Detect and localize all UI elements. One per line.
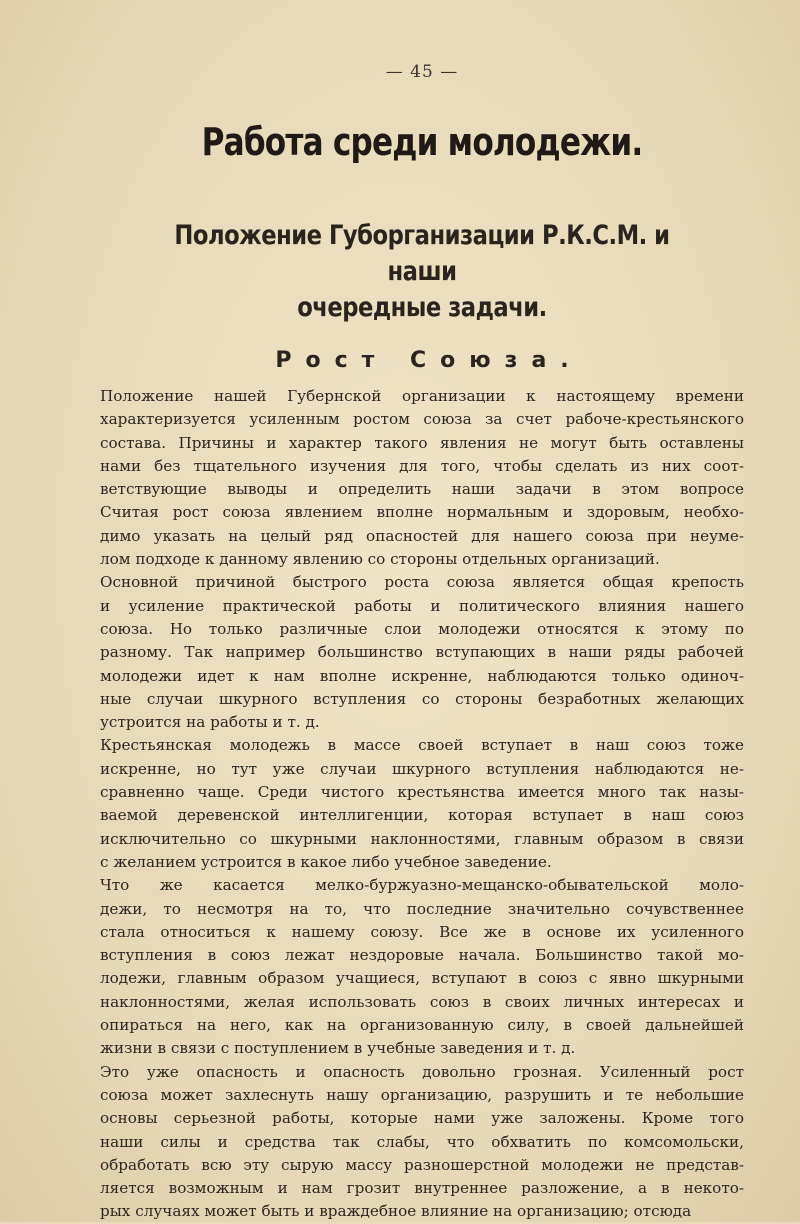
- section-heading: Рост Союза.: [275, 348, 583, 373]
- text-line: разному. Так например большинство вступающих в наши ряды рабочей: [100, 643, 744, 662]
- text-line: нами без тщательного изучения для того, чтобы сделать из них соот-: [100, 456, 744, 475]
- paragraph: [100, 385, 744, 571]
- subtitle-line: очередные задачи.: [297, 292, 547, 323]
- paragraph: [100, 571, 744, 734]
- text-line: ные случаи шкурного вступления со стороны безработных желающих: [100, 689, 744, 708]
- text-line: исключительно со шкурными наклонностями, главным образом в связи: [100, 829, 744, 848]
- text-line: обработать всю эту сырую массу разношерстной молодежи не представ-: [100, 1155, 744, 1174]
- text-line: дежи, то несмотря на то, что последние значительно сочувственнее: [100, 899, 744, 918]
- text-line: Крестьянская молодежь в массе своей вступает в наш союз тоже: [100, 736, 744, 755]
- text-line: Основной причиной быстрого роста союза является общая крепость: [100, 573, 744, 592]
- text-line: искренне, но тут уже случаи шкурного вступления наблюдаются не-: [100, 759, 744, 778]
- body-text: [100, 385, 744, 1224]
- text-line: молодежи идет к нам вполне искренне, наблюдаются только одиноч-: [100, 666, 744, 685]
- text-line: жизни в связи с поступлением в учебные заведения и т. д.: [100, 1039, 576, 1058]
- text-line: с желанием устроится в какое либо учебное заведение.: [100, 852, 552, 871]
- page-title: Работа среди молодежи.: [201, 120, 643, 164]
- text-line: димо указать на целый ряд опасностей для нашего союза при неуме-: [100, 526, 744, 545]
- text-line: вступления в союз лежат нездоровые начала. Большинство такой мо-: [100, 946, 744, 965]
- text-line: опираться на него, как на организованную силу, в своей дальнейшей: [100, 1016, 744, 1035]
- text-line: лом подходе к данному явлению со стороны отдельных организаций.: [100, 550, 660, 569]
- paragraph: [100, 874, 744, 1060]
- paragraph: [100, 734, 744, 874]
- text-line: и усиление практической работы и политического влияния нашего: [100, 596, 744, 615]
- text-line: Считая рост союза явлением вполне нормальным и здоровым, необхо-: [100, 503, 744, 522]
- text-line: рых случаях может быть и враждебное влияние на организацию; отсюда: [100, 1202, 692, 1221]
- text-line: союза. Но только различные слои молодежи относятся к этому по: [100, 619, 744, 638]
- subtitle: [152, 218, 693, 326]
- text-line: союза может захлеснуть нашу организацию, разрушить и те небольшие: [100, 1085, 744, 1104]
- page-number: — 45 —: [385, 62, 459, 82]
- text-line: лодежи, главным образом учащиеся, вступают в союз с явно шкурными: [100, 969, 744, 988]
- text-line: Что же касается мелко-буржуазно-мещанско-обывательской моло-: [100, 876, 744, 895]
- text-line: характеризуется усиленным ростом союза за счет рабоче-крестьянского: [100, 410, 744, 429]
- text-line: ветствующие выводы и определить наши задачи в этом вопросе: [100, 480, 744, 499]
- text-line: наклонностями, желая использовать союз в своих личных интересах и: [100, 992, 744, 1011]
- text-line: Положение нашей Губернской организации к настоящему времени: [100, 387, 744, 405]
- text-line: ляется возможным и нам грозит внутреннее разложение, а в некото-: [100, 1179, 744, 1198]
- paragraph: [100, 1061, 744, 1224]
- text-line: ваемой деревенской интеллигенции, которая вступает в наш союз: [100, 806, 744, 825]
- text-line: основы серьезной работы, которые нами уже заложены. Кроме того: [100, 1109, 744, 1128]
- text-line: Это уже опасность и опасность довольно грозная. Усиленный рост: [100, 1062, 744, 1081]
- text-line: сравненно чаще. Среди чистого крестьянства имеется много так назы-: [100, 783, 744, 802]
- text-line: состава. Причины и характер такого явления не могут быть оставлены: [100, 433, 744, 452]
- text-line: наши силы и средства так слабы, что обхватить по комсомольски,: [100, 1132, 744, 1151]
- subtitle-line: Положение Губорганизации Р.К.С.М. и наши: [174, 220, 670, 287]
- text-line: стала относиться к нашему союзу. Все же в основе их усиленного: [100, 922, 744, 941]
- text-line: устроится на работы и т. д.: [100, 713, 320, 732]
